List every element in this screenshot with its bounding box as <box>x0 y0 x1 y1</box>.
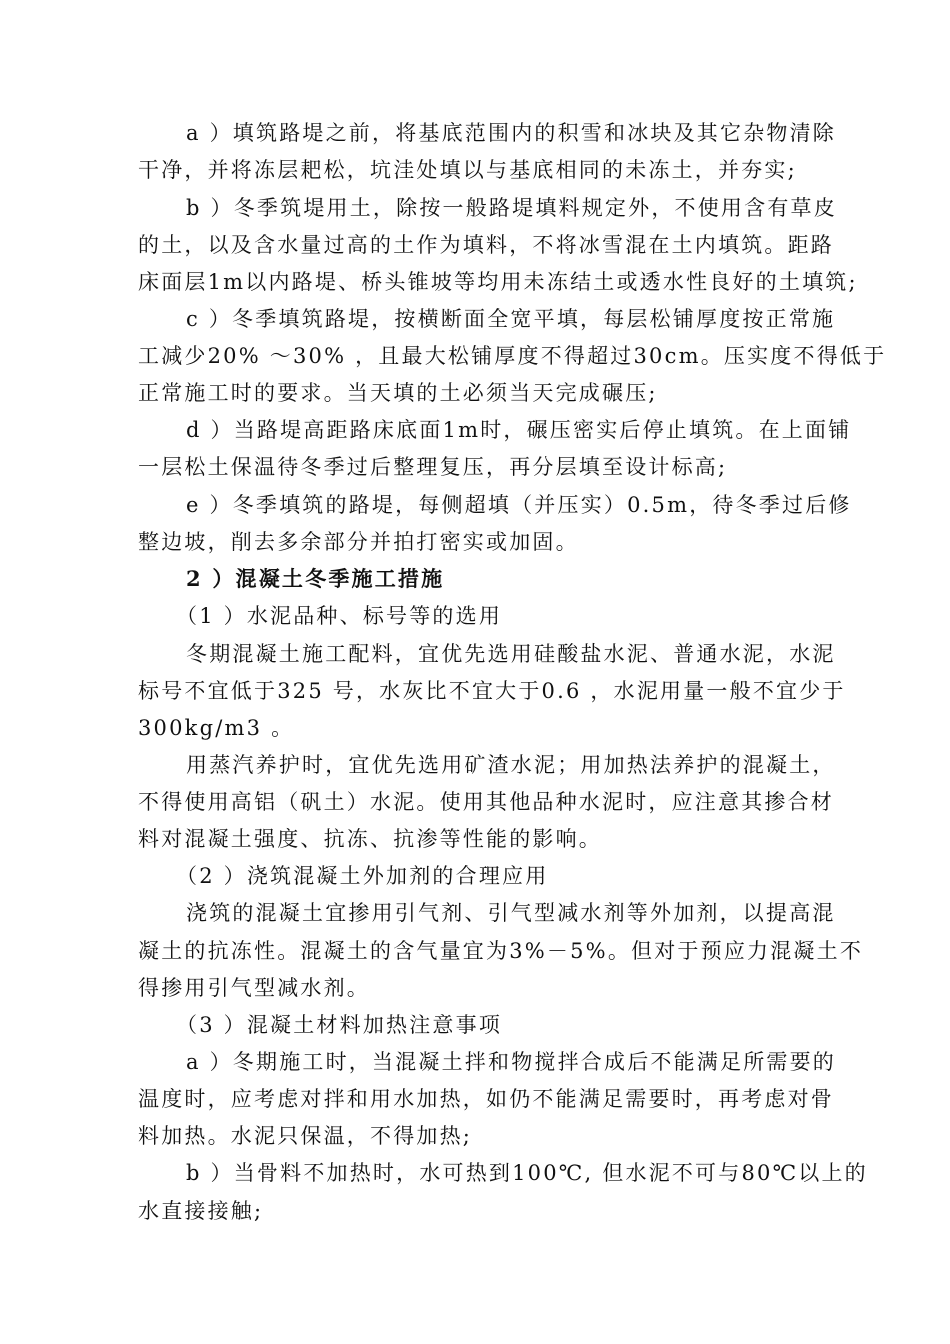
paragraph-c-line-1: c ）冬季填筑路堤，按横断面全宽平填，每层松铺厚度按正常施 <box>186 307 836 331</box>
paragraph-c-line-3: 正常施工时的要求。当天填的土必须当天完成碾压; <box>138 381 658 405</box>
subheading-2: （2 ）浇筑混凝土外加剂的合理应用 <box>176 864 549 888</box>
paragraph-e-line-1: e ）冬季填筑的路堤，每侧超填（并压实）0.5m，待冬季过后修 <box>186 493 852 517</box>
paragraph-admixture-line-3: 得掺用引气型减水剂。 <box>138 976 370 1000</box>
paragraph-admixture-line-1: 浇筑的混凝土宜掺用引气剂、引气型减水剂等外加剂，以提高混 <box>186 901 836 925</box>
paragraph-c-line-2: 工减少20% ～30% ，且最大松铺厚度不得超过30cm。压实度不得低于 <box>138 344 887 368</box>
paragraph-heating-a-line-3: 料加热。水泥只保温，不得加热; <box>138 1124 473 1148</box>
paragraph-heating-a-line-1: a ）冬期施工时，当混凝土拌和物搅拌合成后不能满足所需要的 <box>186 1050 836 1074</box>
paragraph-steam-line-2: 不得使用高铝（矾土）水泥。使用其他品种水泥时，应注意其掺合材 <box>138 790 834 814</box>
paragraph-e-line-2: 整边坡，削去多余部分并拍打密实或加固。 <box>138 530 579 554</box>
paragraph-admixture-line-2: 凝土的抗冻性。混凝土的含气量宜为3%－5%。但对于预应力混凝土不 <box>138 939 864 963</box>
subheading-1: （1 ）水泥品种、标号等的选用 <box>176 604 503 628</box>
paragraph-a-line-1: a ）填筑路堤之前，将基底范围内的积雪和冰块及其它杂物清除 <box>186 121 836 145</box>
paragraph-a-line-2: 干净，并将冻层耙松，坑洼处填以与基底相同的未冻土，并夯实; <box>138 158 797 182</box>
paragraph-heating-a-line-2: 温度时，应考虑对拌和用水加热，如仍不能满足需要时，再考虑对骨 <box>138 1087 834 1111</box>
paragraph-d-line-2: 一层松土保温待冬季过后整理复压，再分层填至设计标高; <box>138 455 728 479</box>
paragraph-cement-line-2: 标号不宜低于325 号，水灰比不宜大于0.6 ，水泥用量一般不宜少于 <box>138 679 846 703</box>
paragraph-heating-b-line-1: b ）当骨料不加热时，水可热到100℃, 但水泥不可与80℃以上的 <box>186 1161 868 1185</box>
paragraph-heating-b-line-2: 水直接接触; <box>138 1199 264 1223</box>
paragraph-cement-line-1: 冬期混凝土施工配料，宜优先选用硅酸盐水泥、普通水泥，水泥 <box>186 642 836 666</box>
paragraph-b-line-1: b ）冬季筑堤用土，除按一般路堤填料规定外，不使用含有草皮 <box>186 196 837 220</box>
paragraph-b-line-2: 的土，以及含水量过高的土作为填料，不将冰雪混在土内填筑。距路 <box>138 233 834 257</box>
paragraph-steam-line-1: 用蒸汽养护时，宜优先选用矿渣水泥；用加热法养护的混凝土， <box>186 753 836 777</box>
paragraph-steam-line-3: 料对混凝土强度、抗冻、抗渗等性能的影响。 <box>138 827 602 851</box>
section-heading: 2 ）混凝土冬季施工措施 <box>186 566 445 591</box>
subheading-3: （3 ）混凝土材料加热注意事项 <box>176 1013 503 1037</box>
paragraph-cement-line-3: 300kg/m3 。 <box>138 716 295 740</box>
paragraph-b-line-3: 床面层1m以内路堤、桥头锥坡等均用未冻结土或透水性良好的土填筑; <box>138 270 858 294</box>
paragraph-d-line-1: d ）当路堤高距路床底面1m时，碾压密实后停止填筑。在上面铺 <box>186 418 852 442</box>
